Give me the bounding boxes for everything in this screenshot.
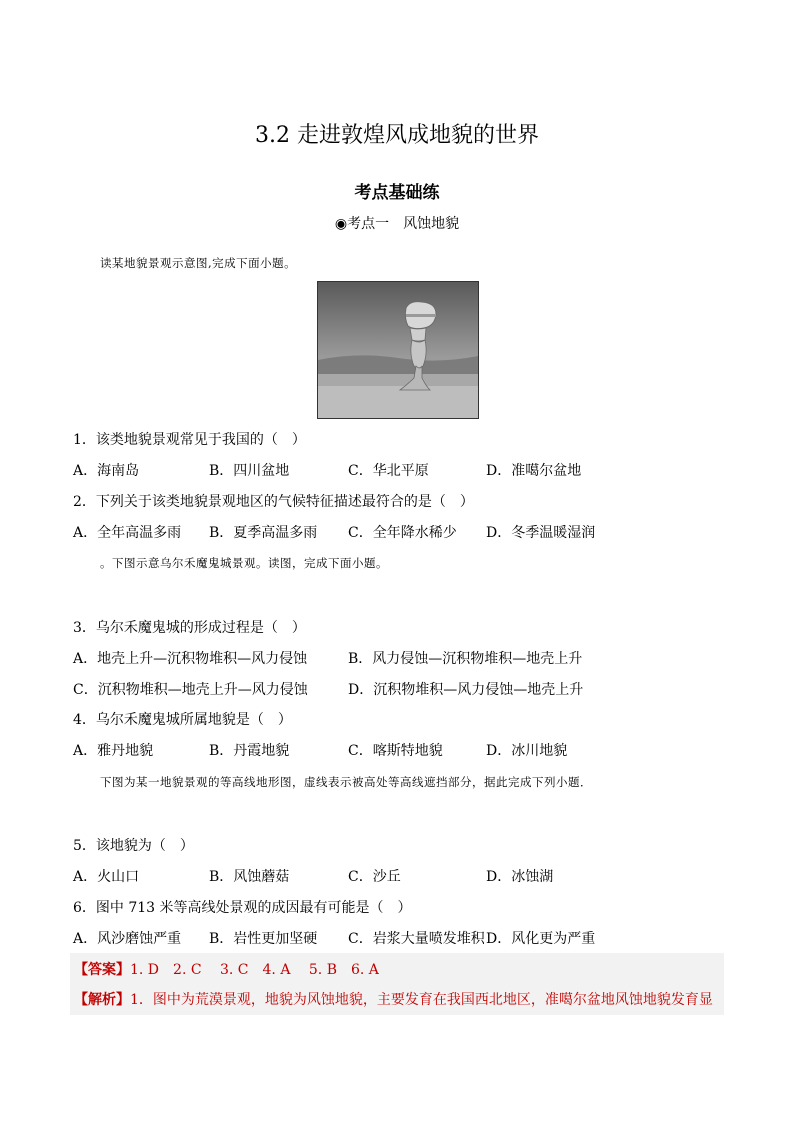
analysis-line xyxy=(74,989,713,1009)
question-6-option-a: A．风沙磨蚀严重 xyxy=(73,931,182,947)
question-5-option-d: D．冰蚀湖 xyxy=(486,869,554,885)
analysis-text: 1．图中为荒漠景观，地貌为风蚀地貌，主要发育在我国西北地区，准噶尔盆地风蚀地貌发育显 xyxy=(130,992,713,1008)
answer-text: 1. D 2. C 3. C 4. A 5. B 6. A xyxy=(130,962,379,978)
question-6-stem: 6．图中 713 米等高线处景观的成因最有可能是（ ） xyxy=(73,900,412,916)
question-1-option-a: A．海南岛 xyxy=(73,463,140,479)
question-5-option-b: B．风蚀蘑菇 xyxy=(209,869,290,885)
question-5-option-c: C．沙丘 xyxy=(348,869,401,885)
question-1-option-b: B．四川盆地 xyxy=(209,463,290,479)
question-4-option-c: C．喀斯特地貌 xyxy=(348,743,443,759)
question-1-stem: 1．该类地貌景观常见于我国的（ ） xyxy=(73,432,306,448)
instruction-2: 。下图示意乌尔禾魔鬼城景观。读图，完成下面小题。 xyxy=(100,556,388,570)
answer-tag: 【答案】 xyxy=(74,962,130,978)
question-3-option-c: C．沉积物堆积—地壳上升—风力侵蚀 xyxy=(73,682,308,698)
analysis-tag: 【解析】 xyxy=(74,992,130,1008)
question-4-option-a: A．雅丹地貌 xyxy=(73,743,154,759)
question-1-option-c: C．华北平原 xyxy=(348,463,429,479)
question-4-option-d: D．冰川地貌 xyxy=(486,743,568,759)
question-6-option-b: B．岩性更加坚硬 xyxy=(209,931,318,947)
question-5-option-a: A．火山口 xyxy=(73,869,140,885)
question-6-option-c: C．岩浆大量喷发堆积 xyxy=(348,931,485,947)
question-4-stem: 4．乌尔禾魔鬼城所属地貌是（ ） xyxy=(73,712,292,728)
question-2-stem: 2．下列关于该类地貌景观地区的气候特征描述最符合的是（ ） xyxy=(73,494,474,510)
question-2-option-c: C．全年降水稀少 xyxy=(348,525,457,541)
instruction-1: 读某地貌景观示意图,完成下面小题。 xyxy=(100,256,297,270)
exam-point-heading: ◉考点一 风蚀地貌 xyxy=(334,216,460,232)
question-1-option-d: D．准噶尔盆地 xyxy=(486,463,582,479)
question-5-stem: 5．该地貌为（ ） xyxy=(73,838,194,854)
question-2-option-d: D．冬季温暖湿润 xyxy=(486,525,596,541)
question-4-option-b: B．丹霞地貌 xyxy=(209,743,290,759)
question-2-option-a: A．全年高温多雨 xyxy=(73,525,182,541)
question-3-option-d: D．沉积物堆积—风力侵蚀—地壳上升 xyxy=(348,682,584,698)
question-2-option-b: B．夏季高温多雨 xyxy=(209,525,318,541)
mushroom-rock-photo xyxy=(317,281,479,419)
question-3-option-a: A．地壳上升—沉积物堆积—风力侵蚀 xyxy=(73,651,308,667)
question-3-option-b: B．风力侵蚀—沉积物堆积—地壳上升 xyxy=(348,651,583,667)
answer-line xyxy=(74,959,379,979)
question-6-option-d: D．风化更为严重 xyxy=(486,931,596,947)
instruction-3: 下图为某一地貌景观的等高线地形图，虚线表示被高处等高线遮挡部分，据此完成下列小题． xyxy=(100,775,592,789)
page-title: 3.2 走进敦煌风成地貌的世界 xyxy=(255,123,539,148)
answer-box xyxy=(70,953,724,1015)
section-heading: 考点基础练 xyxy=(354,183,440,203)
question-3-stem: 3．乌尔禾魔鬼城的形成过程是（ ） xyxy=(73,620,306,636)
